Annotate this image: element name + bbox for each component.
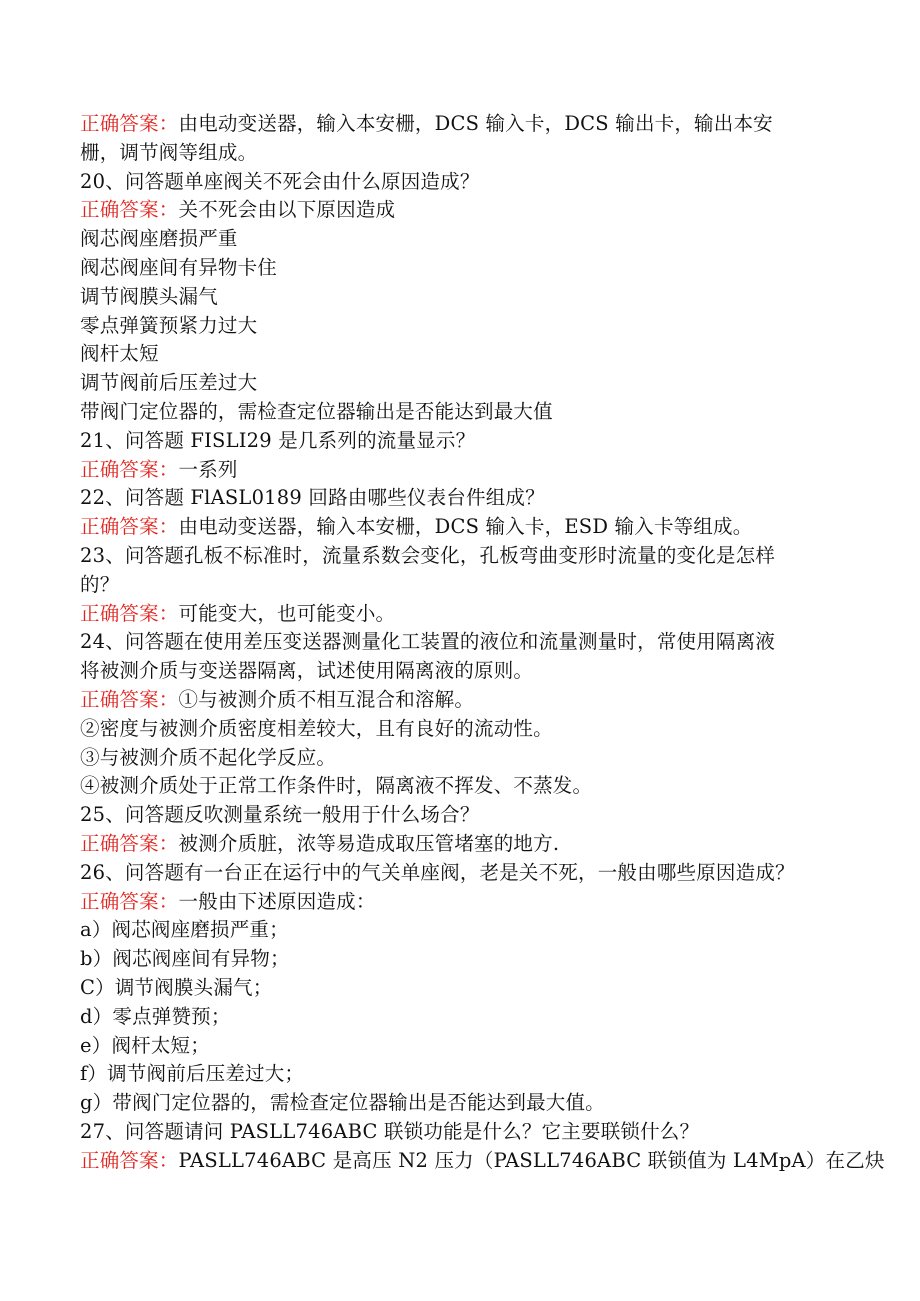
answer-line bbox=[80, 830, 850, 859]
line-text: 被测介质脏，浓等易造成取压管堵塞的地方. bbox=[178, 831, 560, 855]
answer-line bbox=[80, 456, 850, 485]
text-line bbox=[80, 628, 850, 657]
line-text: 调节阀前后压差过大 bbox=[80, 371, 258, 395]
answer-label: 正确答案： bbox=[80, 1148, 179, 1172]
text-line bbox=[80, 1060, 850, 1089]
line-text: ③与被测介质不起化学反应。 bbox=[80, 745, 337, 769]
answer-label: 正确答案： bbox=[80, 601, 179, 625]
line-text: b）阀芯阀座间有异物； bbox=[80, 947, 290, 971]
text-line bbox=[80, 369, 850, 398]
line-text: 的？ bbox=[80, 572, 120, 596]
line-text: 24、问答题在使用差压变送器测量化工装置的液位和流量测量时，常使用隔离液 bbox=[80, 630, 776, 654]
line-text: PASLL746ABC 是高压 N2 压力（PASLL746ABC 联锁值为 L4MpA）在乙炔 bbox=[178, 1148, 885, 1172]
line-text: 阀芯阀座磨损严重 bbox=[80, 227, 238, 251]
line-text: 阀杆太短 bbox=[80, 342, 159, 366]
text-line bbox=[80, 1003, 850, 1032]
text-line bbox=[80, 340, 850, 369]
line-text: d）零点弹赞预； bbox=[80, 1004, 231, 1028]
text-line bbox=[80, 571, 850, 600]
text-line bbox=[80, 283, 850, 312]
answer-label: 正确答案： bbox=[80, 889, 179, 913]
answer-line bbox=[80, 513, 850, 542]
answer-line bbox=[80, 110, 850, 139]
line-text: 一系列 bbox=[178, 457, 238, 481]
line-text: 25、问答题反吹测量系统一般用于什么场合？ bbox=[80, 803, 480, 827]
text-line bbox=[80, 398, 850, 427]
text-line bbox=[80, 1118, 850, 1147]
text-line bbox=[80, 859, 850, 888]
line-text: 一般由下述原因造成： bbox=[178, 889, 376, 913]
line-text: 由电动变送器，输入本安栅，DCS 输入卡，DCS 输出卡，输出本安 bbox=[178, 112, 773, 135]
text-line bbox=[80, 657, 850, 686]
text-line bbox=[80, 801, 850, 830]
line-text: 27、问答题请问 PASLL746ABC 联锁功能是什么？它主要联锁什么？ bbox=[80, 1119, 700, 1143]
text-line bbox=[80, 1032, 850, 1061]
text-line bbox=[80, 715, 850, 744]
answer-line bbox=[80, 600, 850, 629]
answer-line bbox=[80, 196, 850, 225]
line-text: e）阀杆太短； bbox=[80, 1033, 210, 1057]
line-text: 栅，调节阀等组成。 bbox=[80, 140, 258, 164]
line-text: 22、问答题 FlASL0189 回路由哪些仪表台件组成？ bbox=[80, 486, 545, 510]
line-text: 带阀门定位器的，需检查定位器输出是否能达到最大值 bbox=[80, 399, 553, 423]
answer-line bbox=[80, 686, 850, 715]
line-text: g）带阀门定位器的，需检查定位器输出是否能达到最大值。 bbox=[80, 1091, 605, 1115]
answer-label: 正确答案： bbox=[80, 831, 179, 855]
text-line bbox=[80, 772, 850, 801]
line-text: 零点弹簧预紧力过大 bbox=[80, 313, 258, 337]
text-line bbox=[80, 974, 850, 1003]
answer-line bbox=[80, 888, 850, 917]
text-line bbox=[80, 916, 850, 945]
answer-label: 正确答案： bbox=[80, 112, 179, 135]
line-text: 由电动变送器，输入本安栅，DCS 输入卡，ESD 输入卡等组成。 bbox=[178, 515, 753, 539]
text-line bbox=[80, 945, 850, 974]
text-line bbox=[80, 168, 850, 197]
line-text: 20、问答题单座阀关不死会由什么原因造成？ bbox=[80, 169, 480, 193]
text-line bbox=[80, 254, 850, 283]
answer-label: 正确答案： bbox=[80, 198, 179, 222]
answer-label: 正确答案： bbox=[80, 687, 179, 711]
text-line bbox=[80, 139, 850, 168]
line-text: ④被测介质处于正常工作条件时，隔离液不挥发、不蒸发。 bbox=[80, 774, 593, 798]
text-line bbox=[80, 427, 850, 456]
line-text: 23、问答题孔板不标准时，流量系数会变化，孔板弯曲变形时流量的变化是怎样 bbox=[80, 543, 776, 567]
line-text: 可能变大，也可能变小。 bbox=[178, 601, 396, 625]
line-text: a）阀芯阀座磨损严重； bbox=[80, 918, 289, 942]
line-text: ①与被测介质不相互混合和溶解。 bbox=[178, 687, 475, 711]
line-text: 将被测介质与变送器隔离，试述使用隔离液的原则。 bbox=[80, 659, 534, 683]
line-text: 26、问答题有一台正在运行中的气关单座阀，老是关不死，一般由哪些原因造成？ bbox=[80, 860, 795, 884]
text-line bbox=[80, 484, 850, 513]
answer-line bbox=[80, 1147, 885, 1176]
text-line bbox=[80, 312, 850, 341]
line-text: 21、问答题 FISLI29 是几系列的流量显示？ bbox=[80, 428, 476, 452]
line-text: f）调节阀前后压差过大； bbox=[80, 1062, 305, 1086]
answer-label: 正确答案： bbox=[80, 457, 179, 481]
line-text: C）调节阀膜头漏气； bbox=[80, 975, 273, 999]
line-text: 阀芯阀座间有异物卡住 bbox=[80, 255, 278, 279]
line-text: ②密度与被测介质密度相差较大，且有良好的流动性。 bbox=[80, 716, 553, 740]
text-line bbox=[80, 542, 850, 571]
document-body bbox=[80, 110, 885, 1175]
text-line bbox=[80, 1089, 850, 1118]
answer-label: 正确答案： bbox=[80, 515, 179, 539]
line-text: 调节阀膜头漏气 bbox=[80, 284, 218, 308]
text-line bbox=[80, 744, 850, 773]
text-line bbox=[80, 225, 850, 254]
line-text: 关不死会由以下原因造成 bbox=[178, 198, 396, 222]
